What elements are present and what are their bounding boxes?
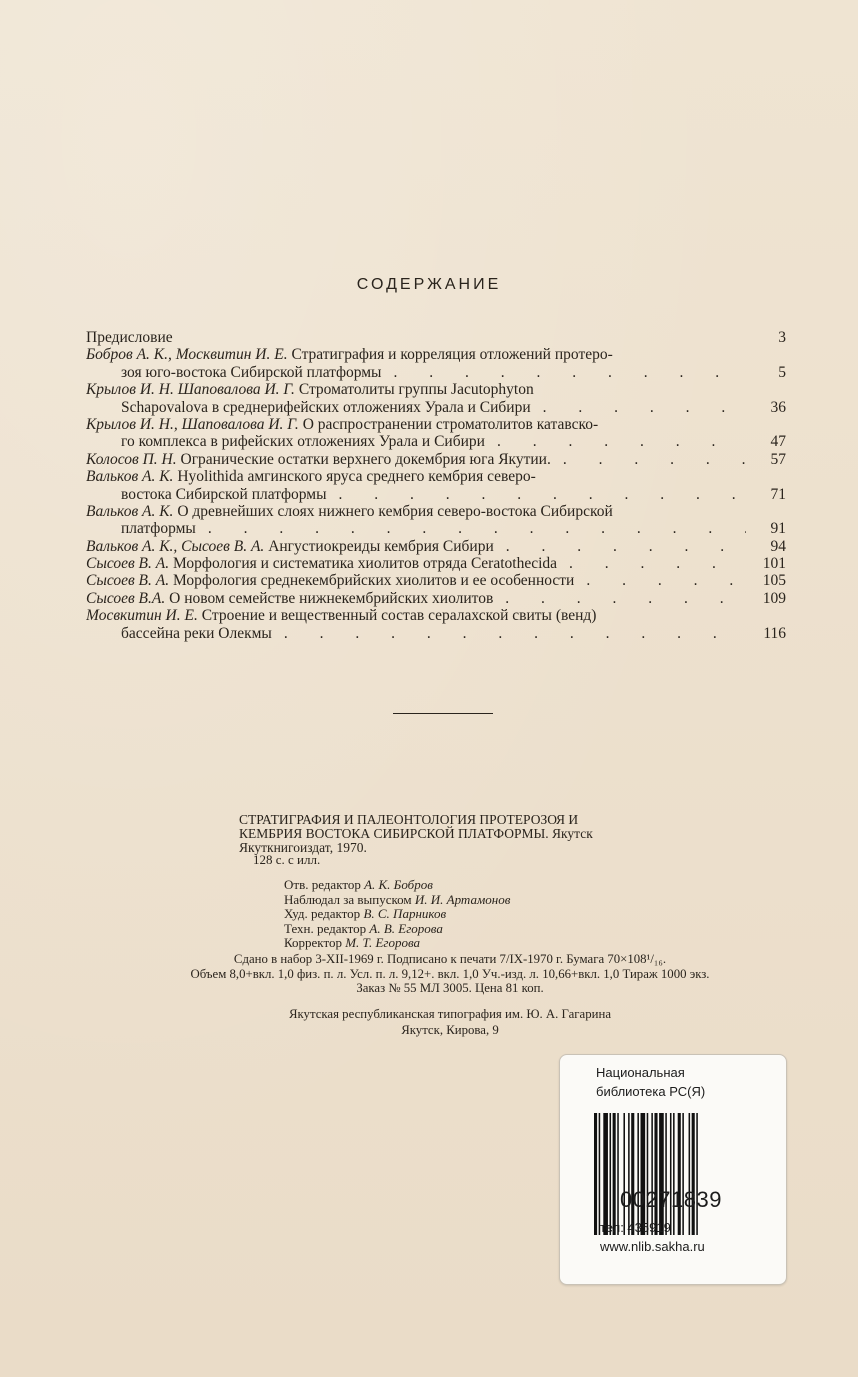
dot-leader bbox=[497, 433, 746, 450]
library-phone: тел: 435919 bbox=[600, 1220, 671, 1235]
library-name-line1: Национальная bbox=[596, 1065, 685, 1080]
barcode-bar bbox=[689, 1113, 691, 1235]
toc-title: бассейна реки Олекмы bbox=[121, 624, 272, 642]
toc-author: Крылов И. Н. Шаповалова И. Г. bbox=[86, 381, 295, 399]
library-name bbox=[596, 1063, 705, 1101]
printing-house-line: Якутск, Кирова, 9 bbox=[401, 1023, 499, 1037]
table-of-contents bbox=[86, 329, 786, 642]
toc-title: О распространении строматолитов катавско- bbox=[298, 415, 599, 433]
toc-page-number: 5 bbox=[778, 363, 786, 381]
toc-page-number: 94 bbox=[770, 537, 786, 555]
toc-page-number: 57 bbox=[770, 450, 786, 468]
toc-line bbox=[86, 503, 786, 520]
barcode bbox=[594, 1113, 744, 1235]
dot-leader bbox=[393, 364, 746, 381]
dot-leader bbox=[506, 538, 746, 555]
barcode-bar bbox=[599, 1113, 601, 1235]
toc-title: Строматолиты группы Jacutophyton bbox=[294, 381, 534, 399]
toc-line bbox=[86, 346, 786, 363]
section-divider bbox=[393, 713, 493, 714]
toc-title: Schapovalova в среднерифейских отложениях Урала и Сибири bbox=[121, 398, 531, 416]
page-count: 128 с. с илл. bbox=[253, 852, 321, 867]
barcode-bar bbox=[692, 1113, 695, 1235]
dot-leader bbox=[505, 590, 746, 607]
library-sticker bbox=[559, 1054, 787, 1285]
editor-line bbox=[284, 907, 614, 922]
barcode-bar bbox=[623, 1113, 625, 1235]
toc-title: Стратиграфия и корреляция отложений протеро- bbox=[287, 346, 613, 364]
print-info-line: Объем 8,0+вкл. 1,0 физ. п. л. Усл. п. л. 9,12+. вкл. 1,0 Уч.-изд. л. 10,66+вкл. 1,0 Тираж 1000 экз. bbox=[190, 966, 710, 981]
toc-title: востока Сибирской платформы bbox=[121, 485, 327, 503]
editor-role: Худ. редактор bbox=[284, 906, 364, 921]
toc-entry bbox=[86, 555, 786, 572]
toc-author: Сысоев В. А. bbox=[86, 572, 170, 590]
editor-role: Техн. редактор bbox=[284, 920, 370, 936]
dot-leader bbox=[563, 451, 746, 468]
editor-line bbox=[284, 878, 614, 893]
library-name-line2: библиотека РС(Я) bbox=[596, 1084, 706, 1099]
editor-role: Отв. редактор bbox=[284, 877, 365, 892]
editor-role: Наблюдал за выпуском bbox=[284, 891, 415, 907]
toc-line bbox=[86, 433, 786, 450]
toc-line bbox=[86, 572, 786, 589]
toc-title: Предисловие bbox=[86, 329, 173, 346]
barcode-bar bbox=[682, 1113, 684, 1235]
barcode-bar bbox=[631, 1113, 634, 1235]
dot-leader bbox=[586, 572, 746, 589]
toc-line bbox=[86, 381, 786, 398]
toc-author: Сысоев В. А. bbox=[86, 555, 170, 573]
toc-title: платформы bbox=[121, 520, 196, 538]
toc-line bbox=[86, 625, 786, 642]
toc-line bbox=[86, 329, 786, 346]
toc-page-number: 116 bbox=[763, 624, 786, 642]
barcode-bar bbox=[647, 1113, 649, 1235]
toc-line bbox=[86, 364, 786, 381]
toc-author: Колосов П. Н. bbox=[86, 450, 177, 468]
barcode-bar bbox=[696, 1113, 698, 1235]
toc-title: Морфология и систематика хиолитов отряда Ceratothecida bbox=[169, 555, 558, 573]
toc-page-number: 109 bbox=[762, 589, 786, 607]
toc-author: Бобров А. К., Москвитин И. Е. bbox=[86, 346, 288, 364]
toc-title: О древнейших слоях нижнего кембрия северо-востока Сибирской bbox=[173, 502, 613, 520]
editor-line bbox=[284, 922, 614, 937]
editor-line bbox=[284, 936, 614, 951]
dot-leader bbox=[569, 555, 746, 572]
toc-line bbox=[86, 607, 786, 624]
toc-page-number: 91 bbox=[770, 520, 786, 538]
barcode-bar bbox=[678, 1113, 681, 1235]
toc-line bbox=[86, 399, 786, 416]
toc-title: Ангустиокреиды кембрия Сибири bbox=[264, 537, 494, 555]
barcode-bar bbox=[659, 1113, 664, 1235]
toc-entry bbox=[86, 607, 786, 642]
toc-line bbox=[86, 555, 786, 572]
toc-line bbox=[86, 590, 786, 607]
dot-leader bbox=[339, 486, 746, 503]
toc-author: Вальков А. К., Сысоев В. А. bbox=[86, 537, 265, 555]
toc-line bbox=[86, 486, 786, 503]
barcode-bar bbox=[617, 1113, 619, 1235]
toc-page-number: 105 bbox=[762, 572, 786, 590]
toc-page-number: 71 bbox=[770, 485, 786, 503]
toc-line bbox=[86, 538, 786, 555]
barcode-bar bbox=[670, 1113, 672, 1235]
editor-role: Корректор bbox=[284, 935, 346, 950]
contents-heading: СОДЕРЖАНИЕ bbox=[356, 276, 502, 293]
print-info-line: Заказ № 55 МЛ 3005. Цена 81 коп. bbox=[356, 981, 544, 995]
toc-title: зоя юго-востока Сибирской платформы bbox=[121, 363, 382, 381]
barcode-bar bbox=[654, 1113, 657, 1235]
toc-title: Огранические остатки верхнего докембрия юга Якутии. bbox=[176, 450, 551, 468]
barcode-bar bbox=[594, 1113, 597, 1235]
editor-name: А. В. Егорова bbox=[369, 920, 443, 936]
toc-title: Морфология среднекембрийских хиолитов и ее особенности bbox=[169, 572, 575, 590]
barcode-bar bbox=[637, 1113, 639, 1235]
dot-leader bbox=[208, 520, 746, 537]
toc-entry bbox=[86, 451, 786, 468]
toc-entry bbox=[86, 468, 786, 503]
toc-entry bbox=[86, 381, 786, 416]
toc-author: Крылов И. Н., Шаповалова И. Г. bbox=[86, 415, 299, 433]
barcode-bar bbox=[628, 1113, 630, 1235]
editors-list bbox=[284, 878, 614, 951]
barcode-number: 00271839 bbox=[620, 1187, 722, 1212]
book-title-imprint: СТРАТИГРАФИЯ И ПАЛЕОНТОЛОГИЯ ПРОТЕРОЗОЯ И КЕМБРИЯ ВОСТОКА СИБИРСКОЙ ПЛАТФОРМЫ. Якутск Якуткнигоиздат, 1970. bbox=[239, 812, 593, 855]
printing-house bbox=[240, 1006, 660, 1038]
barcode-bar bbox=[603, 1113, 608, 1235]
toc-entry bbox=[86, 416, 786, 451]
barcode-bar bbox=[610, 1113, 612, 1235]
barcode-bar bbox=[641, 1113, 646, 1235]
barcode-bar bbox=[673, 1113, 675, 1235]
toc-entry bbox=[86, 503, 786, 538]
toc-author: Вальков А. К. bbox=[86, 468, 174, 486]
dot-leader bbox=[284, 625, 746, 642]
toc-author: Сысоев В.А. bbox=[86, 589, 166, 607]
editor-name: В. С. Парников bbox=[363, 906, 447, 921]
print-info-line: Сдано в набор 3-XII-1969 г. Подписано к печати 7/IX-1970 г. Бумага 70×108¹/₁₆. bbox=[233, 952, 667, 966]
toc-entry bbox=[86, 590, 786, 607]
toc-page-number: 47 bbox=[770, 433, 786, 451]
dot-leader bbox=[543, 399, 746, 416]
editor-name: И. И. Артамонов bbox=[414, 891, 511, 907]
toc-entry bbox=[86, 346, 786, 381]
toc-page-number: 36 bbox=[770, 398, 786, 416]
toc-line bbox=[86, 416, 786, 433]
editor-name: А. К. Бобров bbox=[364, 877, 433, 892]
toc-author: Вальков А. К. bbox=[86, 502, 174, 520]
print-info bbox=[110, 952, 790, 996]
toc-line bbox=[86, 468, 786, 485]
toc-title: го комплекса в рифейских отложениях Урала и Сибири bbox=[121, 433, 485, 451]
toc-title: Hyolithida амгинского яруса среднего кембрия северо- bbox=[173, 468, 536, 486]
toc-line bbox=[86, 451, 786, 468]
editor-line bbox=[284, 893, 614, 908]
barcode-bar bbox=[665, 1113, 667, 1235]
toc-author: Мосвкитин И. Е. bbox=[86, 607, 198, 625]
printing-house-line: Якутская республиканская типография им. Ю. А. Гагарина bbox=[288, 1007, 612, 1021]
editor-name: М. Т. Егорова bbox=[345, 935, 421, 950]
toc-page-number: 101 bbox=[762, 555, 786, 573]
toc-title: Строение и вещественный состав сералахской свиты (венд) bbox=[197, 607, 597, 625]
toc-page-number: 3 bbox=[778, 329, 786, 346]
toc-entry bbox=[86, 538, 786, 555]
toc-entry bbox=[86, 329, 786, 346]
toc-title: О новом семействе нижнекембрийских хиолитов bbox=[165, 589, 494, 607]
barcode-bar bbox=[651, 1113, 653, 1235]
library-website: www.nlib.sakha.ru bbox=[600, 1239, 705, 1254]
barcode-bar bbox=[613, 1113, 616, 1235]
toc-line bbox=[86, 520, 786, 537]
toc-entry bbox=[86, 572, 786, 589]
